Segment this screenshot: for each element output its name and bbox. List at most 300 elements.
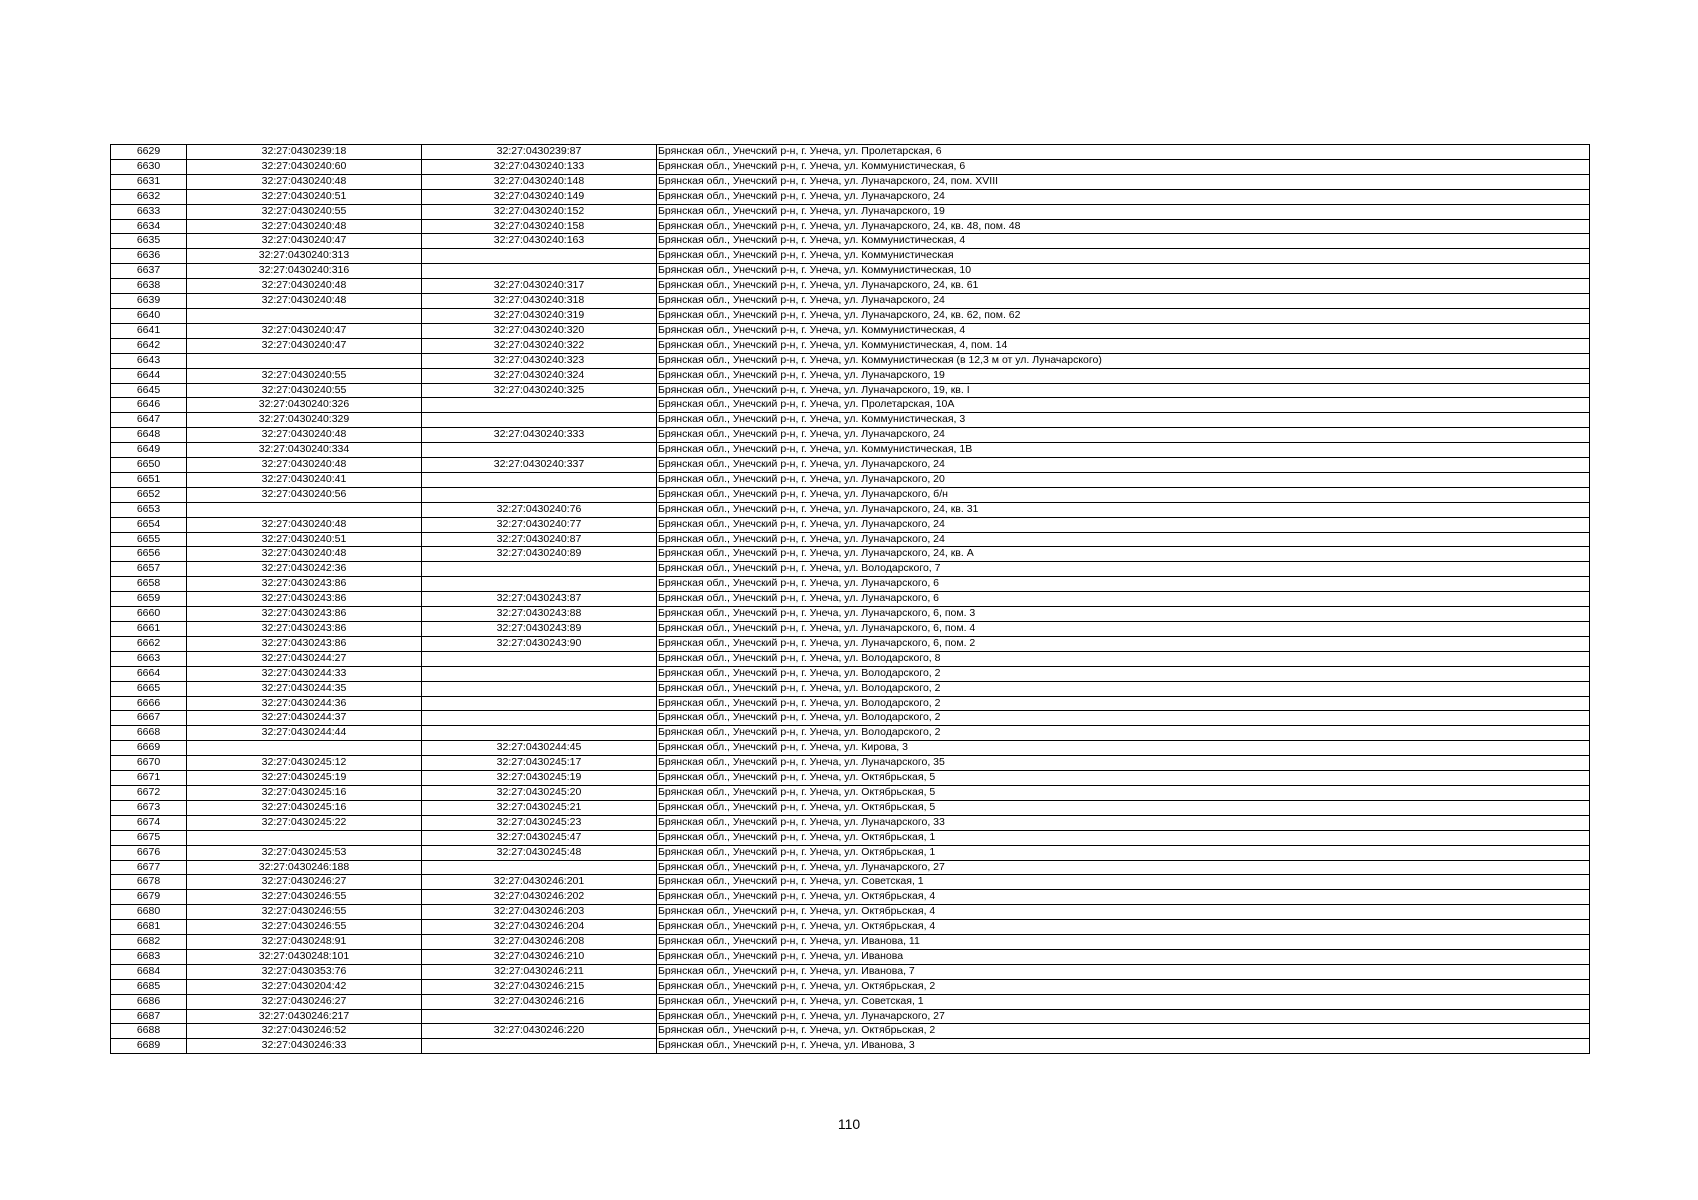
parcel-number-cell: 32:27:0430353:76 — [187, 964, 422, 979]
parcel-number-cell — [187, 502, 422, 517]
row-number-cell: 6675 — [111, 830, 187, 845]
parcel-number-cell: 32:27:0430240:48 — [187, 294, 422, 309]
row-number-cell: 6685 — [111, 979, 187, 994]
address-cell: Брянская обл., Унечский р-н, г. Унеча, ул. Советская, 1 — [657, 994, 1590, 1009]
table-row — [111, 741, 1590, 756]
table-row — [111, 338, 1590, 353]
object-number-cell: 32:27:0430240:77 — [422, 517, 657, 532]
address-cell: Брянская обл., Унечский р-н, г. Унеча, ул. Луначарского, 24 — [657, 189, 1590, 204]
object-number-cell — [422, 264, 657, 279]
row-number-cell: 6647 — [111, 413, 187, 428]
row-number-cell: 6646 — [111, 398, 187, 413]
object-number-cell — [422, 443, 657, 458]
address-cell: Брянская обл., Унечский р-н, г. Унеча, ул. Луначарского, 24, кв. 61 — [657, 279, 1590, 294]
object-number-cell: 32:27:0430246:208 — [422, 935, 657, 950]
row-number-cell: 6687 — [111, 1009, 187, 1024]
table-row — [111, 815, 1590, 830]
parcel-number-cell: 32:27:0430244:27 — [187, 651, 422, 666]
address-cell: Брянская обл., Унечский р-н, г. Унеча, ул. Луначарского, 6 — [657, 577, 1590, 592]
table-row — [111, 771, 1590, 786]
row-number-cell: 6639 — [111, 294, 187, 309]
object-number-cell: 32:27:0430240:317 — [422, 279, 657, 294]
address-cell: Брянская обл., Унечский р-н, г. Унеча, ул. Луначарского, 27 — [657, 1009, 1590, 1024]
row-number-cell: 6688 — [111, 1024, 187, 1039]
object-number-cell: 32:27:0430245:17 — [422, 756, 657, 771]
parcel-number-cell: 32:27:0430242:36 — [187, 562, 422, 577]
table-row — [111, 845, 1590, 860]
table-row — [111, 368, 1590, 383]
address-cell: Брянская обл., Унечский р-н, г. Унеча, ул. Володарского, 8 — [657, 651, 1590, 666]
table-row — [111, 487, 1590, 502]
address-cell: Брянская обл., Унечский р-н, г. Унеча, ул. Луначарского, 19 — [657, 368, 1590, 383]
parcel-number-cell: 32:27:0430240:313 — [187, 249, 422, 264]
table-row — [111, 323, 1590, 338]
object-number-cell: 32:27:0430240:87 — [422, 532, 657, 547]
object-number-cell: 32:27:0430243:89 — [422, 622, 657, 637]
parcel-number-cell: 32:27:0430244:33 — [187, 666, 422, 681]
address-cell: Брянская обл., Унечский р-н, г. Унеча, ул. Луначарского, 33 — [657, 815, 1590, 830]
parcel-number-cell: 32:27:0430240:55 — [187, 204, 422, 219]
row-number-cell: 6680 — [111, 905, 187, 920]
address-cell: Брянская обл., Унечский р-н, г. Унеча, ул. Володарского, 2 — [657, 726, 1590, 741]
table-row — [111, 666, 1590, 681]
object-number-cell: 32:27:0430245:48 — [422, 845, 657, 860]
address-cell: Брянская обл., Унечский р-н, г. Унеча, ул. Луначарского, 24 — [657, 517, 1590, 532]
row-number-cell: 6633 — [111, 204, 187, 219]
address-cell: Брянская обл., Унечский р-н, г. Унеча, ул. Луначарского, 24 — [657, 458, 1590, 473]
row-number-cell: 6674 — [111, 815, 187, 830]
address-cell: Брянская обл., Унечский р-н, г. Унеча, ул. Луначарского, 24 — [657, 294, 1590, 309]
parcel-number-cell: 32:27:0430240:334 — [187, 443, 422, 458]
row-number-cell: 6653 — [111, 502, 187, 517]
row-number-cell: 6657 — [111, 562, 187, 577]
parcel-number-cell: 32:27:0430246:188 — [187, 860, 422, 875]
row-number-cell: 6660 — [111, 607, 187, 622]
object-number-cell: 32:27:0430240:323 — [422, 353, 657, 368]
row-number-cell: 6635 — [111, 234, 187, 249]
address-cell: Брянская обл., Унечский р-н, г. Унеча, ул. Коммунистическая, 4 — [657, 323, 1590, 338]
parcel-number-cell: 32:27:0430240:48 — [187, 458, 422, 473]
address-cell: Брянская обл., Унечский р-н, г. Унеча, ул. Луначарского, 20 — [657, 472, 1590, 487]
parcel-number-cell: 32:27:0430240:47 — [187, 234, 422, 249]
parcel-number-cell: 32:27:0430243:86 — [187, 622, 422, 637]
parcel-number-cell: 32:27:0430239:18 — [187, 145, 422, 160]
parcel-number-cell: 32:27:0430246:217 — [187, 1009, 422, 1024]
table-row — [111, 279, 1590, 294]
object-number-cell: 32:27:0430240:320 — [422, 323, 657, 338]
parcel-number-cell: 32:27:0430240:48 — [187, 547, 422, 562]
row-number-cell: 6689 — [111, 1039, 187, 1054]
table-row — [111, 353, 1590, 368]
row-number-cell: 6679 — [111, 890, 187, 905]
table-row — [111, 622, 1590, 637]
parcel-number-cell: 32:27:0430246:27 — [187, 875, 422, 890]
row-number-cell: 6636 — [111, 249, 187, 264]
row-number-cell: 6673 — [111, 800, 187, 815]
parcel-number-cell: 32:27:0430243:86 — [187, 607, 422, 622]
object-number-cell: 32:27:0430246:216 — [422, 994, 657, 1009]
page-number: 110 — [837, 1116, 861, 1132]
row-number-cell: 6658 — [111, 577, 187, 592]
address-cell: Брянская обл., Унечский р-н, г. Унеча, ул. Луначарского, 24, кв. 31 — [657, 502, 1590, 517]
object-number-cell: 32:27:0430240:133 — [422, 159, 657, 174]
table-row — [111, 830, 1590, 845]
address-cell: Брянская обл., Унечский р-н, г. Унеча, ул. Кирова, 3 — [657, 741, 1590, 756]
table-row — [111, 890, 1590, 905]
address-cell: Брянская обл., Унечский р-н, г. Унеча, ул. Октябрьская, 2 — [657, 1024, 1590, 1039]
address-cell: Брянская обл., Унечский р-н, г. Унеча, ул. Володарского, 2 — [657, 711, 1590, 726]
row-number-cell: 6676 — [111, 845, 187, 860]
address-cell: Брянская обл., Унечский р-н, г. Унеча, ул. Коммунистическая, 10 — [657, 264, 1590, 279]
table-row — [111, 964, 1590, 979]
row-number-cell: 6684 — [111, 964, 187, 979]
address-cell: Брянская обл., Унечский р-н, г. Унеча, ул. Коммунистическая, 6 — [657, 159, 1590, 174]
object-number-cell — [422, 577, 657, 592]
parcel-number-cell: 32:27:0430248:91 — [187, 935, 422, 950]
table-row — [111, 920, 1590, 935]
address-cell: Брянская обл., Унечский р-н, г. Унеча, ул. Иванова, 3 — [657, 1039, 1590, 1054]
object-number-cell — [422, 681, 657, 696]
object-number-cell: 32:27:0430245:21 — [422, 800, 657, 815]
parcel-number-cell: 32:27:0430245:12 — [187, 756, 422, 771]
object-number-cell — [422, 562, 657, 577]
table-row — [111, 1024, 1590, 1039]
parcel-number-cell: 32:27:0430243:86 — [187, 636, 422, 651]
table-row — [111, 398, 1590, 413]
object-number-cell: 32:27:0430240:322 — [422, 338, 657, 353]
table-row — [111, 905, 1590, 920]
address-cell: Брянская обл., Унечский р-н, г. Унеча, ул. Иванова — [657, 949, 1590, 964]
address-cell: Брянская обл., Унечский р-н, г. Унеча, ул. Луначарского, 6, пом. 3 — [657, 607, 1590, 622]
parcel-number-cell: 32:27:0430246:52 — [187, 1024, 422, 1039]
parcel-number-cell: 32:27:0430240:316 — [187, 264, 422, 279]
row-number-cell: 6667 — [111, 711, 187, 726]
table-row — [111, 800, 1590, 815]
address-cell: Брянская обл., Унечский р-н, г. Унеча, ул. Луначарского, 6, пом. 4 — [657, 622, 1590, 637]
object-number-cell: 32:27:0430240:337 — [422, 458, 657, 473]
row-number-cell: 6668 — [111, 726, 187, 741]
object-number-cell — [422, 1009, 657, 1024]
address-cell: Брянская обл., Унечский р-н, г. Унеча, ул. Луначарского, 24, кв. А — [657, 547, 1590, 562]
address-cell: Брянская обл., Унечский р-н, г. Унеча, ул. Октябрьская, 5 — [657, 771, 1590, 786]
table-row — [111, 949, 1590, 964]
table-row — [111, 860, 1590, 875]
parcel-number-cell: 32:27:0430243:86 — [187, 592, 422, 607]
row-number-cell: 6665 — [111, 681, 187, 696]
table-row — [111, 607, 1590, 622]
object-number-cell: 32:27:0430245:47 — [422, 830, 657, 845]
row-number-cell: 6662 — [111, 636, 187, 651]
row-number-cell: 6671 — [111, 771, 187, 786]
table-row — [111, 1039, 1590, 1054]
address-cell: Брянская обл., Унечский р-н, г. Унеча, ул. Луначарского, 19, кв. I — [657, 383, 1590, 398]
object-number-cell — [422, 398, 657, 413]
table-row — [111, 502, 1590, 517]
table-row — [111, 979, 1590, 994]
row-number-cell: 6677 — [111, 860, 187, 875]
parcel-number-cell: 32:27:0430246:55 — [187, 920, 422, 935]
object-number-cell: 32:27:0430243:90 — [422, 636, 657, 651]
table-row — [111, 711, 1590, 726]
row-number-cell: 6642 — [111, 338, 187, 353]
row-number-cell: 6664 — [111, 666, 187, 681]
object-number-cell: 32:27:0430246:215 — [422, 979, 657, 994]
object-number-cell — [422, 472, 657, 487]
parcel-number-cell: 32:27:0430244:36 — [187, 696, 422, 711]
parcel-number-cell: 32:27:0430240:51 — [187, 532, 422, 547]
table-row — [111, 726, 1590, 741]
row-number-cell: 6663 — [111, 651, 187, 666]
table-row — [111, 234, 1590, 249]
address-cell: Брянская обл., Унечский р-н, г. Унеча, ул. Советская, 1 — [657, 875, 1590, 890]
object-number-cell: 32:27:0430240:324 — [422, 368, 657, 383]
address-cell: Брянская обл., Унечский р-н, г. Унеча, ул. Октябрьская, 4 — [657, 905, 1590, 920]
row-number-cell: 6666 — [111, 696, 187, 711]
address-cell: Брянская обл., Унечский р-н, г. Унеча, ул. Октябрьская, 4 — [657, 920, 1590, 935]
table-row — [111, 562, 1590, 577]
object-number-cell: 32:27:0430246:211 — [422, 964, 657, 979]
object-number-cell: 32:27:0430244:45 — [422, 741, 657, 756]
address-cell: Брянская обл., Унечский р-н, г. Унеча, ул. Коммунистическая (в 12,3 м от ул. Луначарского) — [657, 353, 1590, 368]
row-number-cell: 6629 — [111, 145, 187, 160]
table-row — [111, 756, 1590, 771]
table-row — [111, 517, 1590, 532]
table-row — [111, 681, 1590, 696]
row-number-cell: 6654 — [111, 517, 187, 532]
row-number-cell: 6672 — [111, 785, 187, 800]
object-number-cell: 32:27:0430240:89 — [422, 547, 657, 562]
object-number-cell: 32:27:0430240:152 — [422, 204, 657, 219]
table-row — [111, 875, 1590, 890]
table-row — [111, 994, 1590, 1009]
address-cell: Брянская обл., Унечский р-н, г. Унеча, ул. Луначарского, 6 — [657, 592, 1590, 607]
address-cell: Брянская обл., Унечский р-н, г. Унеча, ул. Луначарского, 24 — [657, 532, 1590, 547]
parcel-number-cell: 32:27:0430244:44 — [187, 726, 422, 741]
address-cell: Брянская обл., Унечский р-н, г. Унеча, ул. Октябрьская, 4 — [657, 890, 1590, 905]
parcel-number-cell: 32:27:0430240:329 — [187, 413, 422, 428]
row-number-cell: 6632 — [111, 189, 187, 204]
address-cell: Брянская обл., Унечский р-н, г. Унеча, ул. Коммунистическая, 1В — [657, 443, 1590, 458]
table-row — [111, 294, 1590, 309]
parcel-number-cell: 32:27:0430240:48 — [187, 174, 422, 189]
parcel-number-cell: 32:27:0430240:51 — [187, 189, 422, 204]
address-cell: Брянская обл., Унечский р-н, г. Унеча, ул. Октябрьская, 5 — [657, 785, 1590, 800]
row-number-cell: 6648 — [111, 428, 187, 443]
parcel-number-cell: 32:27:0430243:86 — [187, 577, 422, 592]
row-number-cell: 6659 — [111, 592, 187, 607]
table-row — [111, 443, 1590, 458]
row-number-cell: 6678 — [111, 875, 187, 890]
table-row — [111, 413, 1590, 428]
object-number-cell — [422, 1039, 657, 1054]
address-cell: Брянская обл., Унечский р-н, г. Унеча, ул. Луначарского, 19 — [657, 204, 1590, 219]
parcel-number-cell: 32:27:0430245:22 — [187, 815, 422, 830]
parcel-number-cell: 32:27:0430244:37 — [187, 711, 422, 726]
object-number-cell: 32:27:0430243:87 — [422, 592, 657, 607]
object-number-cell — [422, 711, 657, 726]
parcel-number-cell — [187, 353, 422, 368]
object-number-cell — [422, 696, 657, 711]
row-number-cell: 6649 — [111, 443, 187, 458]
object-number-cell: 32:27:0430246:204 — [422, 920, 657, 935]
parcel-number-cell: 32:27:0430240:55 — [187, 383, 422, 398]
address-cell: Брянская обл., Унечский р-н, г. Унеча, ул. Коммунистическая, 3 — [657, 413, 1590, 428]
object-number-cell: 32:27:0430240:163 — [422, 234, 657, 249]
row-number-cell: 6655 — [111, 532, 187, 547]
parcel-number-cell: 32:27:0430240:41 — [187, 472, 422, 487]
parcel-number-cell: 32:27:0430244:35 — [187, 681, 422, 696]
object-number-cell: 32:27:0430246:202 — [422, 890, 657, 905]
address-cell: Брянская обл., Унечский р-н, г. Унеча, ул. Октябрьская, 2 — [657, 979, 1590, 994]
object-number-cell: 32:27:0430240:149 — [422, 189, 657, 204]
parcel-number-cell: 32:27:0430240:326 — [187, 398, 422, 413]
table-row — [111, 651, 1590, 666]
address-cell: Брянская обл., Унечский р-н, г. Унеча, ул. Луначарского, 27 — [657, 860, 1590, 875]
object-number-cell — [422, 487, 657, 502]
table-row — [111, 547, 1590, 562]
parcel-number-cell: 32:27:0430248:101 — [187, 949, 422, 964]
object-number-cell: 32:27:0430245:20 — [422, 785, 657, 800]
cadastral-table — [110, 144, 1590, 1054]
parcel-number-cell: 32:27:0430240:47 — [187, 323, 422, 338]
row-number-cell: 6638 — [111, 279, 187, 294]
address-cell: Брянская обл., Унечский р-н, г. Унеча, ул. Луначарского, 24, кв. 62, пом. 62 — [657, 308, 1590, 323]
object-number-cell: 32:27:0430246:203 — [422, 905, 657, 920]
row-number-cell: 6651 — [111, 472, 187, 487]
row-number-cell: 6630 — [111, 159, 187, 174]
table-row — [111, 785, 1590, 800]
object-number-cell: 32:27:0430240:325 — [422, 383, 657, 398]
table-row — [111, 219, 1590, 234]
object-number-cell: 32:27:0430240:319 — [422, 308, 657, 323]
object-number-cell — [422, 726, 657, 741]
row-number-cell: 6686 — [111, 994, 187, 1009]
object-number-cell: 32:27:0430240:158 — [422, 219, 657, 234]
parcel-number-cell: 32:27:0430240:48 — [187, 517, 422, 532]
address-cell: Брянская обл., Унечский р-н, г. Унеча, ул. Луначарского, 24, кв. 48, пом. 48 — [657, 219, 1590, 234]
object-number-cell: 32:27:0430240:148 — [422, 174, 657, 189]
object-number-cell — [422, 413, 657, 428]
table-row — [111, 458, 1590, 473]
address-cell: Брянская обл., Унечский р-н, г. Унеча, ул. Коммунистическая — [657, 249, 1590, 264]
parcel-number-cell — [187, 741, 422, 756]
parcel-number-cell: 32:27:0430245:19 — [187, 771, 422, 786]
object-number-cell: 32:27:0430240:333 — [422, 428, 657, 443]
address-cell: Брянская обл., Унечский р-н, г. Унеча, ул. Октябрьская, 1 — [657, 845, 1590, 860]
parcel-number-cell: 32:27:0430245:53 — [187, 845, 422, 860]
address-cell: Брянская обл., Унечский р-н, г. Унеча, ул. Луначарского, 6, пом. 2 — [657, 636, 1590, 651]
address-cell: Брянская обл., Унечский р-н, г. Унеча, ул. Октябрьская, 5 — [657, 800, 1590, 815]
parcel-number-cell: 32:27:0430240:48 — [187, 428, 422, 443]
row-number-cell: 6641 — [111, 323, 187, 338]
table-row — [111, 159, 1590, 174]
parcel-number-cell: 32:27:0430245:16 — [187, 800, 422, 815]
parcel-number-cell: 32:27:0430246:27 — [187, 994, 422, 1009]
address-cell: Брянская обл., Унечский р-н, г. Унеча, ул. Иванова, 11 — [657, 935, 1590, 950]
object-number-cell — [422, 860, 657, 875]
address-cell: Брянская обл., Унечский р-н, г. Унеча, ул. Луначарского, 24, пом. XVIII — [657, 174, 1590, 189]
table-row — [111, 472, 1590, 487]
table-row — [111, 249, 1590, 264]
table-row — [111, 264, 1590, 279]
table-row — [111, 308, 1590, 323]
object-number-cell: 32:27:0430239:87 — [422, 145, 657, 160]
parcel-number-cell: 32:27:0430240:60 — [187, 159, 422, 174]
parcel-number-cell — [187, 308, 422, 323]
row-number-cell: 6681 — [111, 920, 187, 935]
object-number-cell: 32:27:0430240:318 — [422, 294, 657, 309]
object-number-cell: 32:27:0430245:19 — [422, 771, 657, 786]
parcel-number-cell: 32:27:0430204:42 — [187, 979, 422, 994]
address-cell: Брянская обл., Унечский р-н, г. Унеча, ул. Луначарского, 24 — [657, 428, 1590, 443]
table-row — [111, 592, 1590, 607]
row-number-cell: 6656 — [111, 547, 187, 562]
row-number-cell: 6682 — [111, 935, 187, 950]
table-row — [111, 145, 1590, 160]
row-number-cell: 6637 — [111, 264, 187, 279]
object-number-cell: 32:27:0430246:201 — [422, 875, 657, 890]
object-number-cell — [422, 249, 657, 264]
parcel-number-cell — [187, 830, 422, 845]
address-cell: Брянская обл., Унечский р-н, г. Унеча, ул. Коммунистическая, 4, пом. 14 — [657, 338, 1590, 353]
parcel-number-cell: 32:27:0430240:47 — [187, 338, 422, 353]
table-row — [111, 204, 1590, 219]
object-number-cell: 32:27:0430246:210 — [422, 949, 657, 964]
address-cell: Брянская обл., Унечский р-н, г. Унеча, ул. Пролетарская, 10А — [657, 398, 1590, 413]
row-number-cell: 6644 — [111, 368, 187, 383]
address-cell: Брянская обл., Унечский р-н, г. Унеча, ул. Володарского, 2 — [657, 666, 1590, 681]
parcel-number-cell: 32:27:0430245:16 — [187, 785, 422, 800]
object-number-cell: 32:27:0430246:220 — [422, 1024, 657, 1039]
table-row — [111, 636, 1590, 651]
parcel-number-cell: 32:27:0430246:33 — [187, 1039, 422, 1054]
parcel-number-cell: 32:27:0430246:55 — [187, 890, 422, 905]
address-cell: Брянская обл., Унечский р-н, г. Унеча, ул. Володарского, 7 — [657, 562, 1590, 577]
row-number-cell: 6669 — [111, 741, 187, 756]
row-number-cell: 6661 — [111, 622, 187, 637]
object-number-cell — [422, 666, 657, 681]
address-cell: Брянская обл., Унечский р-н, г. Унеча, ул. Луначарского, б/н — [657, 487, 1590, 502]
row-number-cell: 6643 — [111, 353, 187, 368]
table-body — [111, 145, 1590, 1054]
parcel-number-cell: 32:27:0430240:56 — [187, 487, 422, 502]
table-row — [111, 174, 1590, 189]
address-cell: Брянская обл., Унечский р-н, г. Унеча, ул. Володарского, 2 — [657, 696, 1590, 711]
row-number-cell: 6670 — [111, 756, 187, 771]
object-number-cell: 32:27:0430245:23 — [422, 815, 657, 830]
row-number-cell: 6640 — [111, 308, 187, 323]
row-number-cell: 6634 — [111, 219, 187, 234]
object-number-cell: 32:27:0430243:88 — [422, 607, 657, 622]
table-row — [111, 532, 1590, 547]
parcel-number-cell: 32:27:0430240:48 — [187, 219, 422, 234]
parcel-number-cell: 32:27:0430240:48 — [187, 279, 422, 294]
address-cell: Брянская обл., Унечский р-н, г. Унеча, ул. Иванова, 7 — [657, 964, 1590, 979]
table-row — [111, 383, 1590, 398]
table-row — [111, 577, 1590, 592]
row-number-cell: 6645 — [111, 383, 187, 398]
table-row — [111, 696, 1590, 711]
row-number-cell: 6650 — [111, 458, 187, 473]
table-row — [111, 428, 1590, 443]
address-cell: Брянская обл., Унечский р-н, г. Унеча, ул. Пролетарская, 6 — [657, 145, 1590, 160]
address-cell: Брянская обл., Унечский р-н, г. Унеча, ул. Луначарского, 35 — [657, 756, 1590, 771]
table-row — [111, 1009, 1590, 1024]
address-cell: Брянская обл., Унечский р-н, г. Унеча, ул. Коммунистическая, 4 — [657, 234, 1590, 249]
table-row — [111, 935, 1590, 950]
object-number-cell: 32:27:0430240:76 — [422, 502, 657, 517]
address-cell: Брянская обл., Унечский р-н, г. Унеча, ул. Володарского, 2 — [657, 681, 1590, 696]
